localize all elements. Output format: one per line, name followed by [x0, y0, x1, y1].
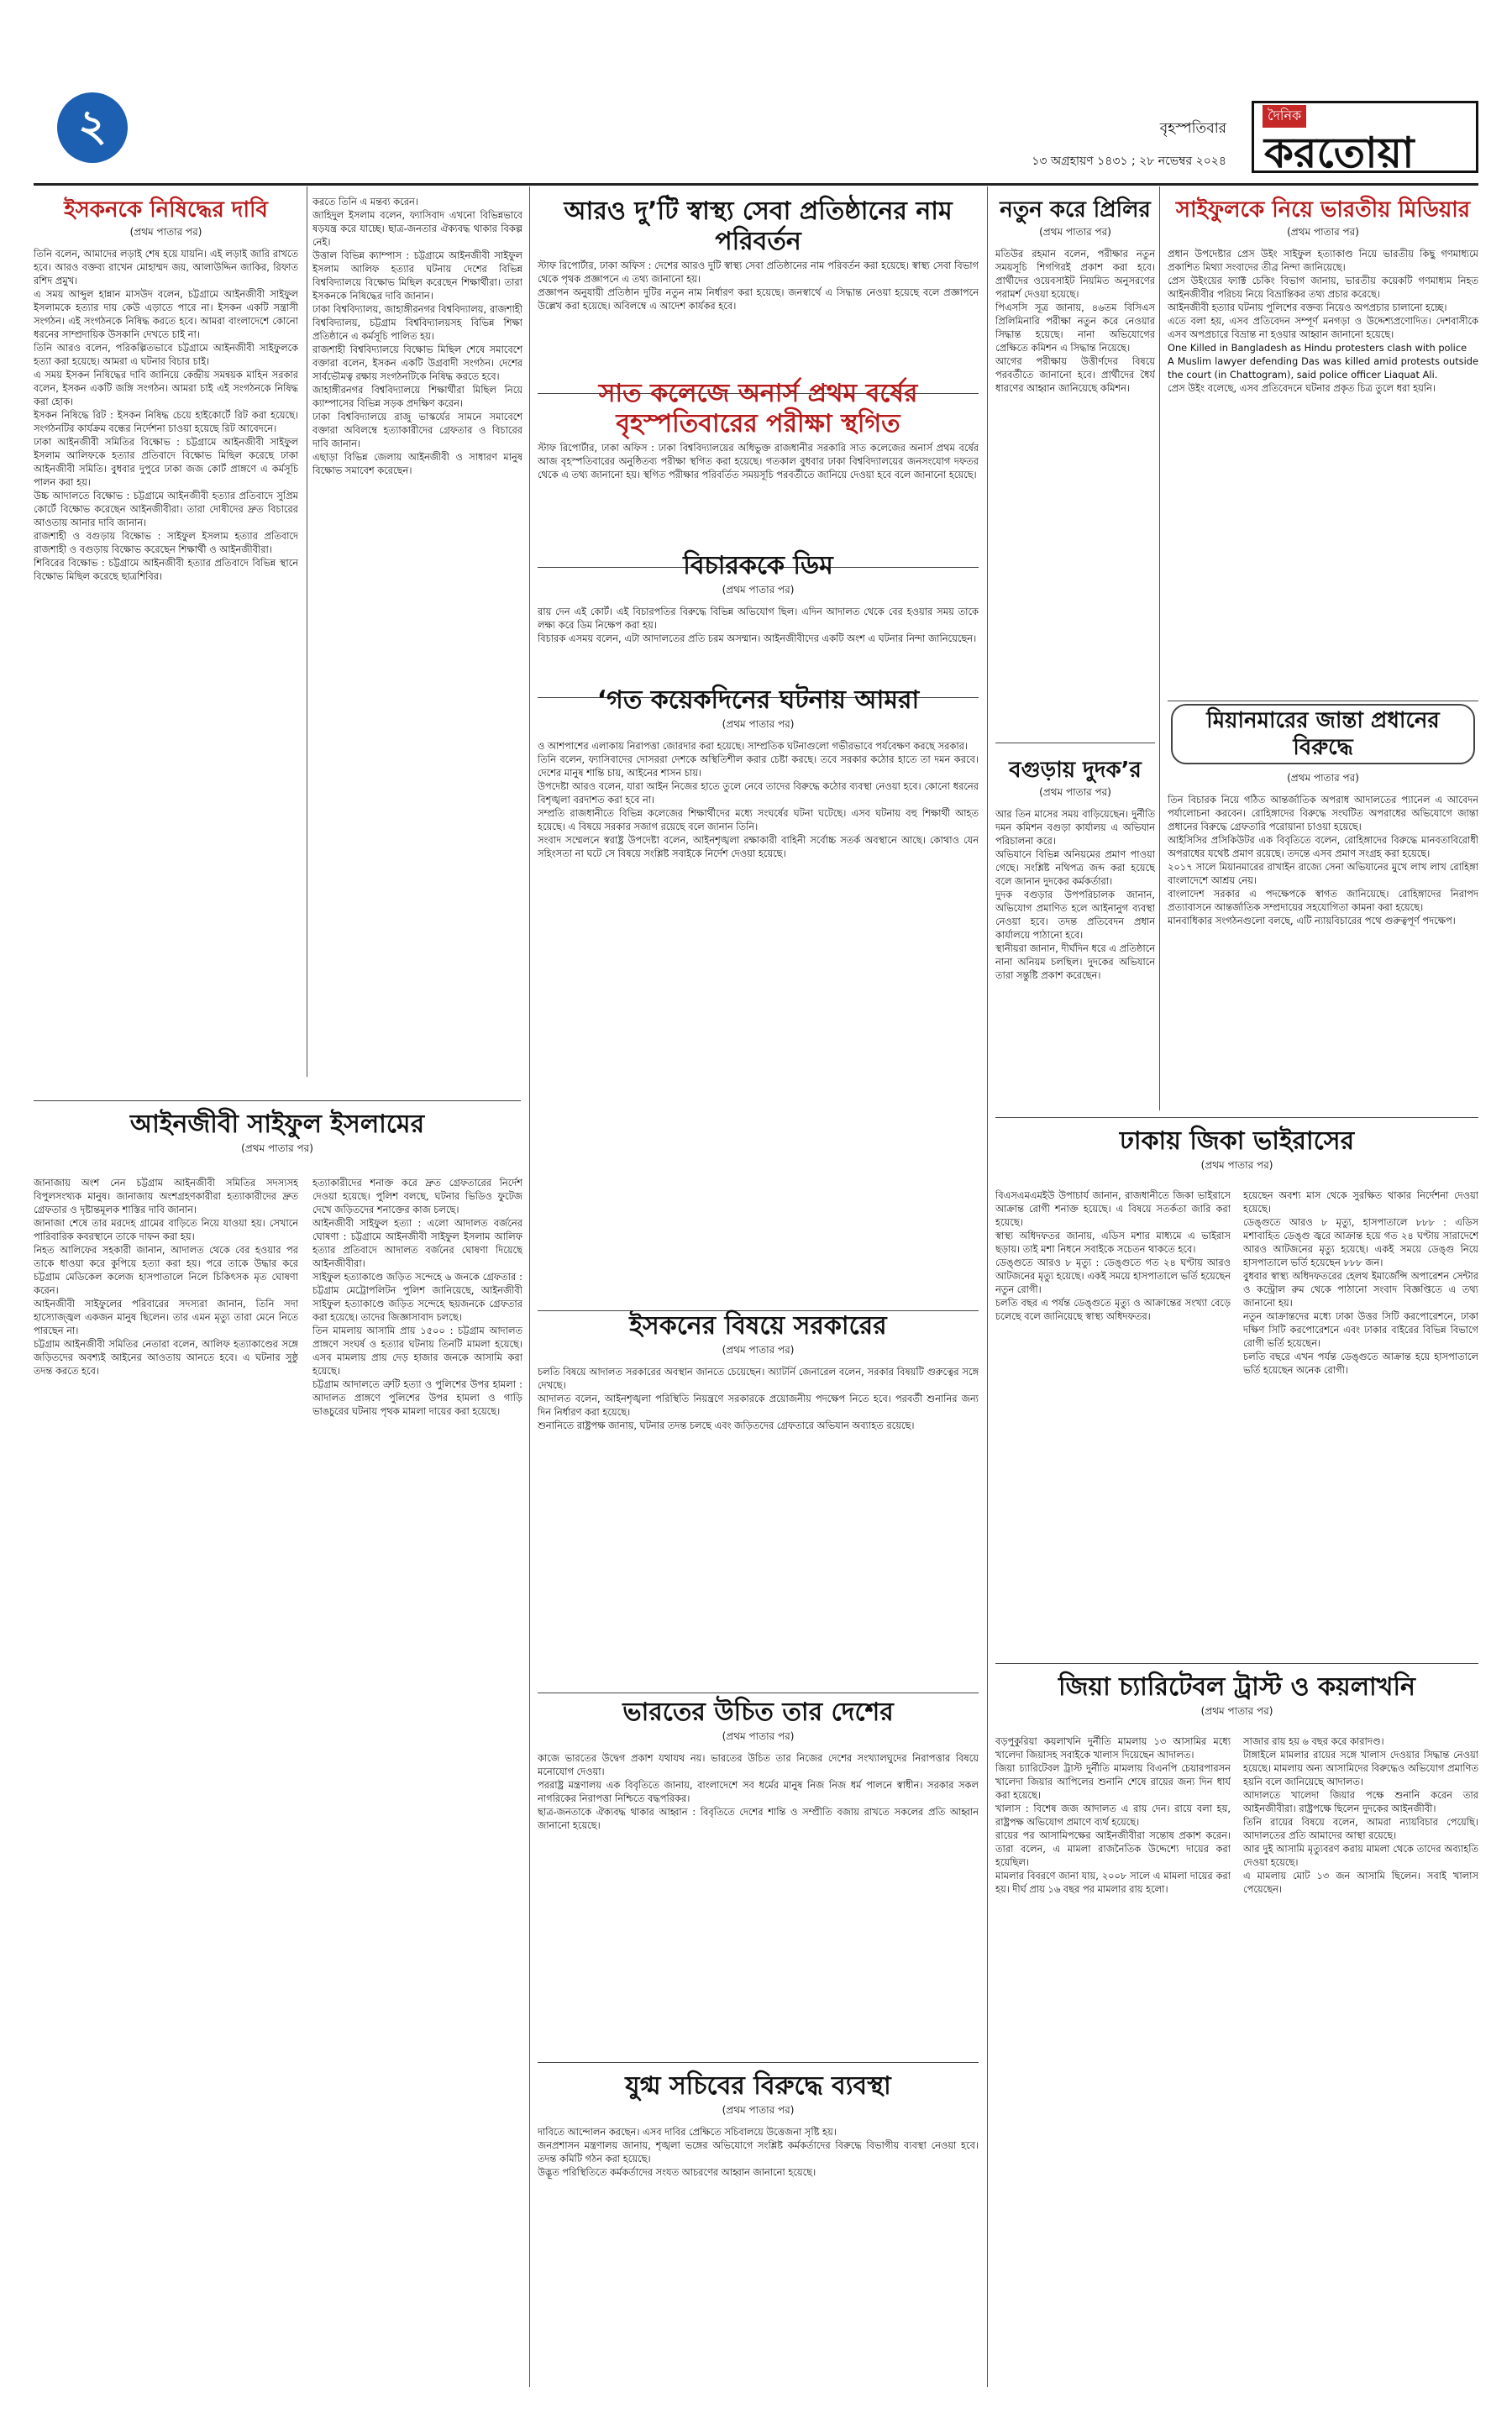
continued-label: (প্রথম পাতার পর) — [722, 2104, 795, 2116]
article-body: কাজে ভারতের উদ্বেগ প্রকাশ যথাযথ নয়। ভারতের উচিত তার নিজের দেশের সংখ্যালঘুদের নিরাপত্তার বিষয়ে মনোযোগ দেওয়া। পররাষ্ট্র মন্ত্রণালয় এক বিবৃতিতে জানায়, বাংলাদেশে সব ধর্মের মানুষ নিজ নিজ ধর্ম পালনে স্বাধীন। সরকার সকল নাগরিকের নিরাপত্তা নিশ্চিতে বদ্ধপরিকর। ছাত্র-জনতাকে ঐক্যবদ্ধ থাকার আহ্বান : বিবৃতিতে দেশের শান্তি ও সম্প্রীতি বজায় রাখতে সকলের প্রতি আহ্বান জানানো হয়েছে। — [538, 1752, 979, 1831]
date-line: ১৩ অগ্রহায়ণ ১৪৩১ ; ২৮ নভেম্বর ২০২৪ — [1032, 155, 1226, 168]
headline: আরও দু’টি স্বাস্থ্য সেবা প্রতিষ্ঠানের নাম পরিবর্তন — [564, 197, 953, 256]
article-body: রায় দেন এই কোর্ট। এই বিচারপতির বিরুদ্ধে বিভিন্ন অভিযোগ ছিল। এদিন আদালত থেকে বের হওয়ার সময় তাকে লক্ষ্য করে ডিম নিক্ষেপ করা হয়। বিচারক এসময় বলেন, এটা আদালতের প্রতি চরম অসম্মান। আইনজীবীদের একটি অংশ এ ঘটনার নিন্দা জানিয়েছেন। — [538, 606, 979, 644]
column-divider — [1159, 186, 1160, 1110]
article-iskcon-ban-continued — [312, 195, 522, 1085]
article-lawyer-body-right — [312, 1176, 522, 2377]
article-body: সাজার রায় হয় ৬ বছর করে কারাদণ্ড। টাঙ্গাইলে মামলার রায়ের সঙ্গে খালাস দেওয়ার সিদ্ধান্ত নেওয়া হয়েছে। মামলায় অন্য আসামিদের বিরুদ্ধেও অভিযোগ প্রমাণিত হয়নি বলে জানিয়েছে আদালত। আদালতে খালেদা জিয়ার পক্ষে শুনানি করেন তার আইনজীবীরা। রাষ্ট্রপক্ষে ছিলেন দুদকের আইনজীবী। তিনি রায়ের বিষয়ে বলেন, আমরা ন্যায়বিচার পেয়েছি। আদালতের প্রতি আমাদের আস্থা রয়েছে। আর দুই আসামি মৃত্যুবরণ করায় মামলা থেকে তাদের অব্যাহতি দেওয়া হয়েছে। এ মামলায় মোট ১৩ জন আসামি ছিলেন। সবাই খালাস পেয়েছেন। — [1243, 1735, 1478, 1895]
article-zia-right — [1243, 1735, 1478, 2381]
logo-tag: দৈনিক — [1263, 105, 1306, 128]
article-body: হয়েছেন অবশ্য মাস থেকে সুরক্ষিত থাকার নির্দেশনা দেওয়া হয়েছে। ডেঙ্গুতে আরও ৮ মৃত্যু, হাসপাতালে ৮৮৮ : এডিস মশাবাহিত ডেঙ্গু জ্বরে আক্রান্ত হয়ে গত ২৪ ঘণ্টায় সারাদেশে আরও আটজনের মৃত্যু হয়েছে। একই সময়ে ডেঙ্গু নিয়ে হাসপাতালে ভর্তি হয়েছেন ৮৮৮ জন। বুধবার স্বাস্থ্য অধিদফতরের হেলথ ইমার্জেন্সি অপারেশন সেন্টার ও কন্ট্রোল রুম থেকে পাঠানো সংবাদ বিজ্ঞপ্তিতে এ তথ্য জানানো হয়। নতুন আক্রান্তদের মধ্যে ঢাকা উত্তর সিটি করপোরেশনে, ঢাকা দক্ষিণ সিটি করপোরেশনে এবং ঢাকার বাইরের বিভিন্ন বিভাগে রোগী ভর্তি হয়েছেন। চলতি বছরে এখন পর্যন্ত ডেঙ্গুতে আক্রান্ত হয়ে হাসপাতালে ভর্তি হয়েছেন অনেক রোগী। — [1243, 1189, 1478, 1376]
column-divider — [529, 186, 530, 2387]
headline: সাত কলেজে অনার্স প্রথম বর্ষের বৃহস্পতিবারের পরীক্ষা স্থগিত — [598, 379, 918, 438]
article-lawyer-saiful — [34, 1092, 521, 1163]
continued-label: (প্রথম পাতার পর) — [722, 1344, 795, 1356]
article-india — [538, 1693, 979, 2071]
article-body: মতিউর রহমান বলেন, পরীক্ষার নতুন সময়সূচি শিগগিরই প্রকাশ করা হবে। প্রার্থীদের ওয়েবসাইট নিয়মিত অনুসরণের পরামর্শ দেওয়া হয়েছে। পিএসসি সূত্র জানায়, ৪৬তম বিসিএস প্রিলিমিনারি পরীক্ষা নতুন করে নেওয়ার সিদ্ধান্ত হয়েছে। নানা অভিযোগের প্রেক্ষিতে কমিশন এ সিদ্ধান্ত নিয়েছে। আগের পরীক্ষায় উত্তীর্ণদের বিষয়ে পরবর্তীতে জানানো হবে। প্রার্থীদের ধৈর্য ধারণের আহ্বান জানিয়েছে কমিশন। — [995, 248, 1155, 394]
headline: বিচারককে ডিম — [683, 551, 833, 580]
article-body: প্রধান উপদেষ্টার প্রেস উইং সাইফুল হত্যাকাণ্ড নিয়ে ভারতীয় কিছু গণমাধ্যমে প্রকাশিত মিথ্যা সংবাদের তীব্র নিন্দা জানিয়েছে। প্রেস উইংয়ের ফ্যাক্ট চেকিং বিভাগ জানায়, ভারতীয় কয়েকটি গণমাধ্যম নিহত আইনজীবীর পরিচয় নিয়ে বিভ্রান্তিকর তথ্য প্রচার করেছে। আইনজীবী হত্যার ঘটনায় পুলিশের বক্তব্য নিয়েও অপপ্রচার চালানো হচ্ছে। এতে বলা হয়, এসব প্রতিবেদন সম্পূর্ণ মনগড়া ও উদ্দেশ্যপ্রণোদিত। দেশবাসীকে এসব অপপ্রচারে বিভ্রান্ত না হওয়ার আহ্বান জানানো হয়েছে। One Killed in Bangladesh as Hindu protesters clash with police A Muslim lawyer defending Das was killed amid protests outside the court (in Chattogram), said police officer Liaquat Ali. প্রেস উইং বলেছে, এসব প্রতিবেদনে ঘটনার প্রকৃত চিত্র তুলে ধরা হয়নি। — [1168, 248, 1478, 394]
article-zia-left — [995, 1735, 1231, 2381]
article-body: চলতি বিষয়ে আদালত সরকারের অবস্থান জানতে চেয়েছেন। অ্যাটর্নি জেনারেল বলেন, সরকার বিষয়টি গুরুত্বের সঙ্গে দেখছে। আদালত বলেন, আইনশৃঙ্খলা পরিস্থিতি নিয়ন্ত্রণে সরকারকে প্রয়োজনীয় পদক্ষেপ নিতে হবে। পরবর্তী শুনানির জন্য দিন নির্ধারণ করা হয়েছে। শুনানিতে রাষ্ট্রপক্ষ জানায়, ঘটনার তদন্ত চলছে এবং জড়িতদের গ্রেফতারে অভিযান অব্যাহত রয়েছে। — [538, 1366, 979, 1431]
article-body: তিন বিচারক নিয়ে গঠিত আন্তর্জাতিক অপরাধ আদালতের প্যানেল এ আবেদন পর্যালোচনা করবেন। রোহিঙ্গাদের বিরুদ্ধে সংঘটিত অপরাধের অভিযোগে জান্তা প্রধানের বিরুদ্ধে গ্রেফতারি পরোয়ানা চাওয়া হয়েছে। আইসিসির প্রসিকিউটর এক বিবৃতিতে বলেন, রোহিঙ্গাদের বিরুদ্ধে মানবতাবিরোধী অপরাধের যথেষ্ট প্রমাণ রয়েছে। তদন্তে এসব প্রমাণ সংগ্রহ করা হয়েছে। ২০১৭ সালে মিয়ানমারের রাখাইন রাজ্যে সেনা অভিযানের মুখে লাখ লাখ রোহিঙ্গা বাংলাদেশে আশ্রয় নেয়। বাংলাদেশ সরকার এ পদক্ষেপকে স্বাগত জানিয়েছে। রোহিঙ্গাদের নিরাপদ প্রত্যাবাসনে আন্তর্জাতিক সম্প্রদায়ের সহযোগিতা কামনা করা হয়েছে। মানবাধিকার সংগঠনগুলো বলছে, এটি ন্যায়বিচারের পথে গুরুত্বপূর্ণ পদক্ষেপ। — [1168, 794, 1478, 926]
headline: যুগ্ম সচিবের বিরুদ্ধে ব্যবস্থা — [625, 2071, 891, 2101]
newspaper-logo — [1252, 101, 1478, 177]
article-body: দাবিতে আন্দোলন করছেন। এসব দাবির প্রেক্ষিতে সচিবালয়ে উত্তেজনা সৃষ্টি হয়। জনপ্রশাসন মন্ত্রণালয় জানায়, শৃঙ্খলা ভঙ্গের অভিযোগে সংশ্লিষ্ট কর্মকর্তাদের বিরুদ্ধে বিভাগীয় ব্যবস্থা নেওয়া হবে। তদন্ত কমিটি গঠন করা হয়েছে। উদ্ভূত পরিস্থিতিতে কর্মকর্তাদের সংযত আচরণের আহ্বান জানানো হয়েছে। — [538, 2126, 979, 2178]
continued-label: (প্রথম পাতার পর) — [722, 1730, 795, 1742]
column-divider — [987, 186, 988, 2387]
continued-label: (প্রথম পাতার পর) — [1200, 1159, 1273, 1171]
article-iskcon-ban — [34, 192, 298, 1112]
section-rule — [995, 1117, 1478, 1118]
headline: নতুন করে প্রিলির — [1000, 197, 1151, 223]
continued-label: (প্রথম পাতার পর) — [1287, 226, 1359, 238]
continued-label: (প্রথম পাতার পর) — [1200, 1705, 1273, 1717]
section-rule — [34, 1100, 521, 1101]
article-dhaka-zika — [995, 1109, 1478, 1180]
article-dhaka-zika-left — [995, 1189, 1231, 1634]
continued-label: (প্রথম পাতার পর) — [129, 226, 202, 238]
headline: মিয়ানমারের জান্তা প্রধানের বিরুদ্ধে — [1171, 704, 1475, 764]
article-body: হত্যাকারীদের শনাক্ত করে দ্রুত গ্রেফতারের নির্দেশ দেওয়া হয়েছে। পুলিশ বলছে, ঘটনার ভিডিও ফুটেজ দেখে জড়িতদের শনাক্তের কাজ চলছে। আইনজীবী সাইফুল হত্যা : এলো আদালত বর্জনের ঘোষণা : চট্টগ্রামে আইনজীবী সাইফুল ইসলাম আলিফ হত্যার প্রতিবাদে আদালত বর্জনের ঘোষণা দিয়েছে আইনজীবীরা। সাইফুল হত্যাকাণ্ডে জড়িত সন্দেহে ৬ জনকে গ্রেফতার : চট্টগ্রাম মেট্রোপলিটন পুলিশ জানিয়েছে, আইনজীবী সাইফুল হত্যাকাণ্ডে জড়িত সন্দেহে ছয়জনকে গ্রেফতার করা হয়েছে। তাদের জিজ্ঞাসাবাদ চলছে। তিন মামলায় আসামি প্রায় ১৫০০ : চট্টগ্রাম আদালত প্রাঙ্গণে সংঘর্ষ ও হত্যার ঘটনায় তিনটি মামলা হয়েছে। এসব মামলায় প্রায় দেড় হাজার জনকে আসামি করা হয়েছে। চট্টগ্রাম আদালতে ত্রুটি হত্যা ও পুলিশের উপর হামলা : আদালত প্রাঙ্গণে পুলিশের উপর হামলা ও গাড়ি ভাঙচুরের ঘটনায় পৃথক মামলা দায়ের করা হয়েছে। — [312, 1177, 522, 1417]
headline: ইসকনকে নিষিদ্ধের দাবি — [64, 197, 268, 223]
section-rule — [995, 1663, 1478, 1664]
continued-label: (প্রথম পাতার পর) — [241, 1142, 313, 1154]
continued-label: (প্রথম পাতার পর) — [1039, 226, 1111, 238]
article-jugma — [538, 2066, 979, 2402]
page-number-badge: ২ — [57, 92, 128, 163]
article-saiful-india — [1168, 192, 1478, 710]
continued-label: (প্রথম পাতার পর) — [1039, 786, 1111, 798]
headline: ঢাকায় জিকা ভাইরাসের — [1119, 1126, 1355, 1156]
weekday: বৃহস্পতিবার — [1159, 120, 1226, 137]
headline: বগুড়ায় দুদক’র — [1009, 758, 1142, 783]
article-zia-trust — [995, 1655, 1478, 1726]
article-body: বড়পুকুরিয়া কয়লাখনি দুর্নীতি মামলায় ১৩ আসামির মধ্যে খালেদা জিয়াসহ সবাইকে খালাস দিয়েছেন আদালত। জিয়া চ্যারিটেবল ট্রাস্ট দুর্নীতি মামলায় বিএনপি চেয়ারপারসন খালেদা জিয়ার আপিলের শুনানি শেষে রায়ের জন্য দিন ধার্য করা হয়েছে। খালাস : বিশেষ জজ আদালত এ রায় দেন। রায়ে বলা হয়, রাষ্ট্রপক্ষ অভিযোগ প্রমাণে ব্যর্থ হয়েছে। রায়ের পর আসামিপক্ষের আইনজীবীরা সন্তোষ প্রকাশ করেন। তারা বলেন, এ মামলা রাজনৈতিক উদ্দেশ্যে দায়ের করা হয়েছিল। মামলার বিবরণে জানা যায়, ২০০৮ সালে এ মামলা দায়ের করা হয়। দীর্ঘ প্রায় ১৬ বছর পর মামলার রায় হলো। — [995, 1735, 1231, 1895]
article-myanmar — [1168, 697, 1478, 1163]
article-ghotona — [538, 680, 979, 1320]
article-iskcon-gov — [538, 1306, 979, 1702]
article-health — [538, 192, 979, 402]
article-body: ও আশপাশের এলাকায় নিরাপত্তা জোরদার করা হয়েছে। সাম্প্রতিক ঘটনাগুলো গভীরভাবে পর্যবেক্ষণ করছে সরকার। তিনি বলেন, ফ্যাসিবাদের দোসররা দেশকে অস্থিতিশীল করার চেষ্টা করছে। তবে সরকার কঠোর হাতে তা দমন করবে। দেশের মানুষ শান্তি চায়, আইনের শাসন চায়। উপদেষ্টা আরও বলেন, যারা আইন নিজের হাতে তুলে নেবে তাদের বিরুদ্ধে কঠোর ব্যবস্থা নেওয়া হবে। কোনো ধরনের বিশৃঙ্খলা বরদাশত করা হবে না। সম্প্রতি রাজধানীতে বিভিন্ন কলেজের শিক্ষার্থীদের মধ্যে সংঘর্ষের ঘটনা ঘটেছে। এসব ঘটনায় বহু শিক্ষার্থী আহত হয়েছে। এ বিষয়ে সরকার সজাগ রয়েছে বলে জানান তিনি। সংবাদ সম্মেলনে স্বরাষ্ট্র উপদেষ্টা বলেন, আইনশৃঙ্খলা রক্ষাকারী বাহিনী সর্বোচ্চ সতর্ক অবস্থানে আছে। কোথাও যেন সহিংসতা না ঘটে সে বিষয়ে সংশ্লিষ্ট সবাইকে নির্দেশ দেওয়া হয়েছে। — [538, 740, 979, 859]
article-dhaka-zika-right — [1243, 1189, 1478, 1634]
article-body: আর তিন মাসের সময় বাড়িয়েছেন। দুর্নীতি দমন কমিশন বগুড়া কার্যালয় এ অভিযান পরিচালনা করে। অভিযানে বিভিন্ন অনিয়মের প্রমাণ পাওয়া গেছে। সংশ্লিষ্ট নথিপত্র জব্দ করা হয়েছে বলে জানান দুদকের কর্মকর্তারা। দুদক বগুড়ার উপপরিচালক জানান, অভিযোগ প্রমাণিত হলে আইনানুগ ব্যবস্থা নেওয়া হবে। তদন্ত প্রতিবেদন প্রধান কার্যালয়ে পাঠানো হবে। স্থানীয়রা জানান, দীর্ঘদিন ধরে এ প্রতিষ্ঠানে নানা অনিয়ম চলছিল। দুদকের অভিযানে তারা সন্তুষ্টি প্রকাশ করেছেন। — [995, 808, 1155, 981]
headline: জিয়া চ্যারিটেবল ট্রাস্ট ও কয়লাখনি — [1058, 1672, 1415, 1702]
article-body: তিনি বলেন, আমাদের লড়াই শেষ হয়ে যায়নি। এই লড়াই জারি রাখতে হবে। আরও বক্তব্য রাখেন মোহাম্মদ জয়, আলাউদ্দিন জাকির, রিফাত রশিদ প্রমুখ। এ সময় আব্দুল হান্নান মাসউদ বলেন, চট্টগ্রামে আইনজীবী সাইফুল ইসলামকে হত্যার দায় কেউ এড়াতে পারে না। ইসকন একটি সন্ত্রাসী সংগঠন। এই সংগঠনকে নিষিদ্ধ করতে হবে। আমরা বাংলাদেশে কোনো ধরনের সাম্প্রদায়িক উসকানি দেখতে চাই না। তিনি আরও বলেন, পরিকল্পিতভাবে চট্টগ্রামে আইনজীবী সাইফুলকে হত্যা করা হয়েছে। আমরা এ ঘটনার বিচার চাই। এ সময় ইসকন নিষিদ্ধের দাবি জানিয়ে কেন্দ্রীয় সমন্বয়ক মাহিন সরকার বলেন, ইসকন একটি জঙ্গি সংগঠন। আমরা চাই এই সংগঠনকে নিষিদ্ধ করা হোক। ইসকন নিষিদ্ধে রিট : ইসকন নিষিদ্ধ চেয়ে হাইকোর্টে রিট করা হয়েছে। সংগঠনটির কার্যক্রম বন্ধের নির্দেশনা চাওয়া হয়েছে রিট আবেদনে। ঢাকা আইনজীবী সমিতির বিক্ষোভ : চট্টগ্রামে আইনজীবী সাইফুল ইসলাম আলিফকে হত্যার প্রতিবাদে বিক্ষোভ মিছিল করেছে ঢাকা আইনজীবী সমিতি। বুধবার দুপুরে ঢাকা জজ কোর্ট প্রাঙ্গণে এ কর্মসূচি পালন করা হয়। উচ্চ আদালতে বিক্ষোভ : চট্টগ্রামে আইনজীবী হত্যার প্রতিবাদে সুপ্রিম কোর্টে বিক্ষোভ করেছেন আইনজীবীরা। তারা দোষীদের দ্রুত বিচারের আওতায় আনার দাবি জানান। রাজশাহী ও বগুড়ায় বিক্ষোভ : সাইফুল ইসলাম হত্যার প্রতিবাদে রাজশাহী ও বগুড়ায় বিক্ষোভ করেছেন শিক্ষার্থী ও আইনজীবীরা। শিবিরের বিক্ষোভ : চট্টগ্রামে আইনজীবী হত্যার প্রতিবাদে বিভিন্ন স্থানে বিক্ষোভ মিছিল করেছে ছাত্রশিবির। — [34, 248, 298, 582]
continued-label: (প্রথম পাতার পর) — [722, 718, 795, 730]
logo-title: করতোয়া — [1264, 129, 1415, 177]
article-bogura — [995, 752, 1155, 1143]
headline: ভারতের উচিত তার দেশের — [622, 1698, 894, 1727]
headline: ইসকনের বিষয়ে সরকারের — [629, 1311, 887, 1341]
continued-label: (প্রথম পাতার পর) — [722, 584, 795, 596]
article-body: স্টাফ রিপোর্টার, ঢাকা অফিস : ঢাকা বিশ্ববিদ্যালয়ের অধিভুক্ত রাজধানীর সরকারি সাত কলেজের অনার্স প্রথম বর্ষের আজ বৃহস্পতিবারের অনুষ্ঠিতব্য পরীক্ষা স্থগিত করা হয়েছে। গতকাল বুধবার ঢাকা বিশ্ববিদ্যালয়ের জনসংযোগ দফতর থেকে এ তথ্য জানানো হয়। স্থগিত পরীক্ষার পরিবর্তিত সময়সূচি পরবর্তীতে জানিয়ে দেওয়া হবে বলে জানানো হয়েছে। — [538, 442, 979, 480]
article-body: স্টাফ রিপোর্টার, ঢাকা অফিস : দেশের আরও দুটি স্বাস্থ্য সেবা প্রতিষ্ঠানের নাম পরিবর্তন করা হয়েছে। স্বাস্থ্য সেবা বিভাগ থেকে পৃথক প্রজ্ঞাপনে এ তথ্য জানানো হয়। প্রজ্ঞাপন অনুযায়ী প্রতিষ্ঠান দুটির নতুন নাম নির্ধারণ করা হয়েছে। জনস্বার্থে এ সিদ্ধান্ত নেওয়া হয়েছে বলে প্রজ্ঞাপনে উল্লেখ করা হয়েছে। অবিলম্বে এ আদেশ কার্যকর হবে। — [538, 260, 979, 312]
article-body: জানাজায় অংশ নেন চট্টগ্রাম আইনজীবী সমিতির সদস্যসহ বিপুলসংখ্যক মানুষ। জানাজায় অংশগ্রহণকারীরা হত্যাকারীদের দ্রুত গ্রেফতার ও দৃষ্টান্তমূলক শাস্তির দাবি জানান। জানাজা শেষে তার মরদেহ গ্রামের বাড়িতে নিয়ে যাওয়া হয়। সেখানে পারিবারিক কবরস্থানে তাকে দাফন করা হয়। নিহত আলিফের সহকারী জানান, আদালত থেকে বের হওয়ার পর তাকে ধাওয়া করে কুপিয়ে হত্যা করা হয়। পরে তাকে উদ্ধার করে চট্টগ্রাম মেডিকেল কলেজ হাসপাতালে নিলে চিকিৎসক মৃত ঘোষণা করেন। আইনজীবী সাইফুলের পরিবারের সদস্যরা জানান, তিনি সদা হাস্যোজ্জ্বল একজন মানুষ ছিলেন। তার এমন মৃত্যু তারা মেনে নিতে পারছেন না। চট্টগ্রাম আইনজীবী সমিতির নেতারা বলেন, আলিফ হত্যাকাণ্ডের সঙ্গে জড়িতদের অবশ্যই আইনের আওতায় আনতে হবে। এ ঘটনার সুষ্ঠু তদন্ত করতে হবে। — [34, 1177, 298, 1377]
headline: আইনজীবী সাইফুল ইসলামের — [129, 1110, 425, 1139]
headline: সাইফুলকে নিয়ে ভারতীয় মিডিয়ার — [1175, 197, 1471, 223]
article-prelim — [995, 192, 1155, 752]
article-body: করতে তিনি এ মন্তব্য করেন। জাহিদুল ইসলাম বলেন, ফ্যাসিবাদ এখনো বিভিন্নভাবে ষড়যন্ত্র করে যাচ্ছে। ছাত্র-জনতার ঐক্যবদ্ধ থাকার বিকল্প নেই। উত্তাল বিভিন্ন ক্যাম্পাস : চট্টগ্রামে আইনজীবী সাইফুল ইসলাম আলিফ হত্যার ঘটনায় দেশের বিভিন্ন বিশ্ববিদ্যালয়ে বিক্ষোভ মিছিল করেছেন শিক্ষার্থীরা। তারা ইসকনকে নিষিদ্ধের দাবি জানান। ঢাকা বিশ্ববিদ্যালয়, জাহাঙ্গীরনগর বিশ্ববিদ্যালয়, রাজশাহী বিশ্ববিদ্যালয়, চট্টগ্রাম বিশ্ববিদ্যালয়সহ বিভিন্ন শিক্ষা প্রতিষ্ঠানে এ কর্মসূচি পালিত হয়। রাজশাহী বিশ্ববিদ্যালয়ে বিক্ষোভ মিছিল শেষে সমাবেশে বক্তারা বলেন, ইসকন একটি উগ্রবাদী সংগঠন। দেশের সার্বভৌমত্ব রক্ষায় সংগঠনটিকে নিষিদ্ধ করতে হবে। জাহাঙ্গীরনগর বিশ্ববিদ্যালয়ে শিক্ষার্থীরা মিছিল নিয়ে ক্যাম্পাসের বিভিন্ন সড়ক প্রদক্ষিণ করেন। ঢাকা বিশ্ববিদ্যালয়ে রাজু ভাস্কর্যের সামনে সমাবেশে বক্তারা অবিলম্বে হত্যাকারীদের গ্রেফতার ও বিচারের দাবি জানান। এছাড়া বিভিন্ন জেলায় আইনজীবী ও সাধারণ মানুষ বিক্ষোভ সমাবেশ করেছেন। — [312, 196, 522, 476]
article-lawyer-body-left — [34, 1176, 298, 2377]
header-rule — [34, 183, 1478, 186]
section-rule — [538, 2062, 979, 2063]
masthead — [34, 92, 1478, 181]
headline: ‘গত কয়েকদিনের ঘটনায় আমরা — [596, 685, 920, 715]
continued-label: (প্রথম পাতার পর) — [1287, 772, 1359, 784]
article-body: বিএসএমএমইউ উপাচার্য জানান, রাজধানীতে জিকা ভাইরাসে আক্রান্ত রোগী শনাক্ত হয়েছে। এ বিষয়ে সতর্কতা জারি করা হয়েছে। স্বাস্থ্য অধিদফতর জানায়, এডিস মশার মাধ্যমে এ ভাইরাস ছড়ায়। তাই মশা নিধনে সবাইকে সচেতন থাকতে হবে। ডেঙ্গুতে আরও ৮ মৃত্যু : ডেঙ্গুতে গত ২৪ ঘণ্টায় আরও আটজনের মৃত্যু হয়েছে। একই সময়ে হাসপাতালে ভর্তি হয়েছেন নতুন রোগী। চলতি বছর এ পর্যন্ত ডেঙ্গুতে মৃত্যু ও আক্রান্তের সংখ্যা বেড়ে চলেছে বলে জানিয়েছে স্বাস্থ্য অধিদফতর। — [995, 1189, 1231, 1322]
